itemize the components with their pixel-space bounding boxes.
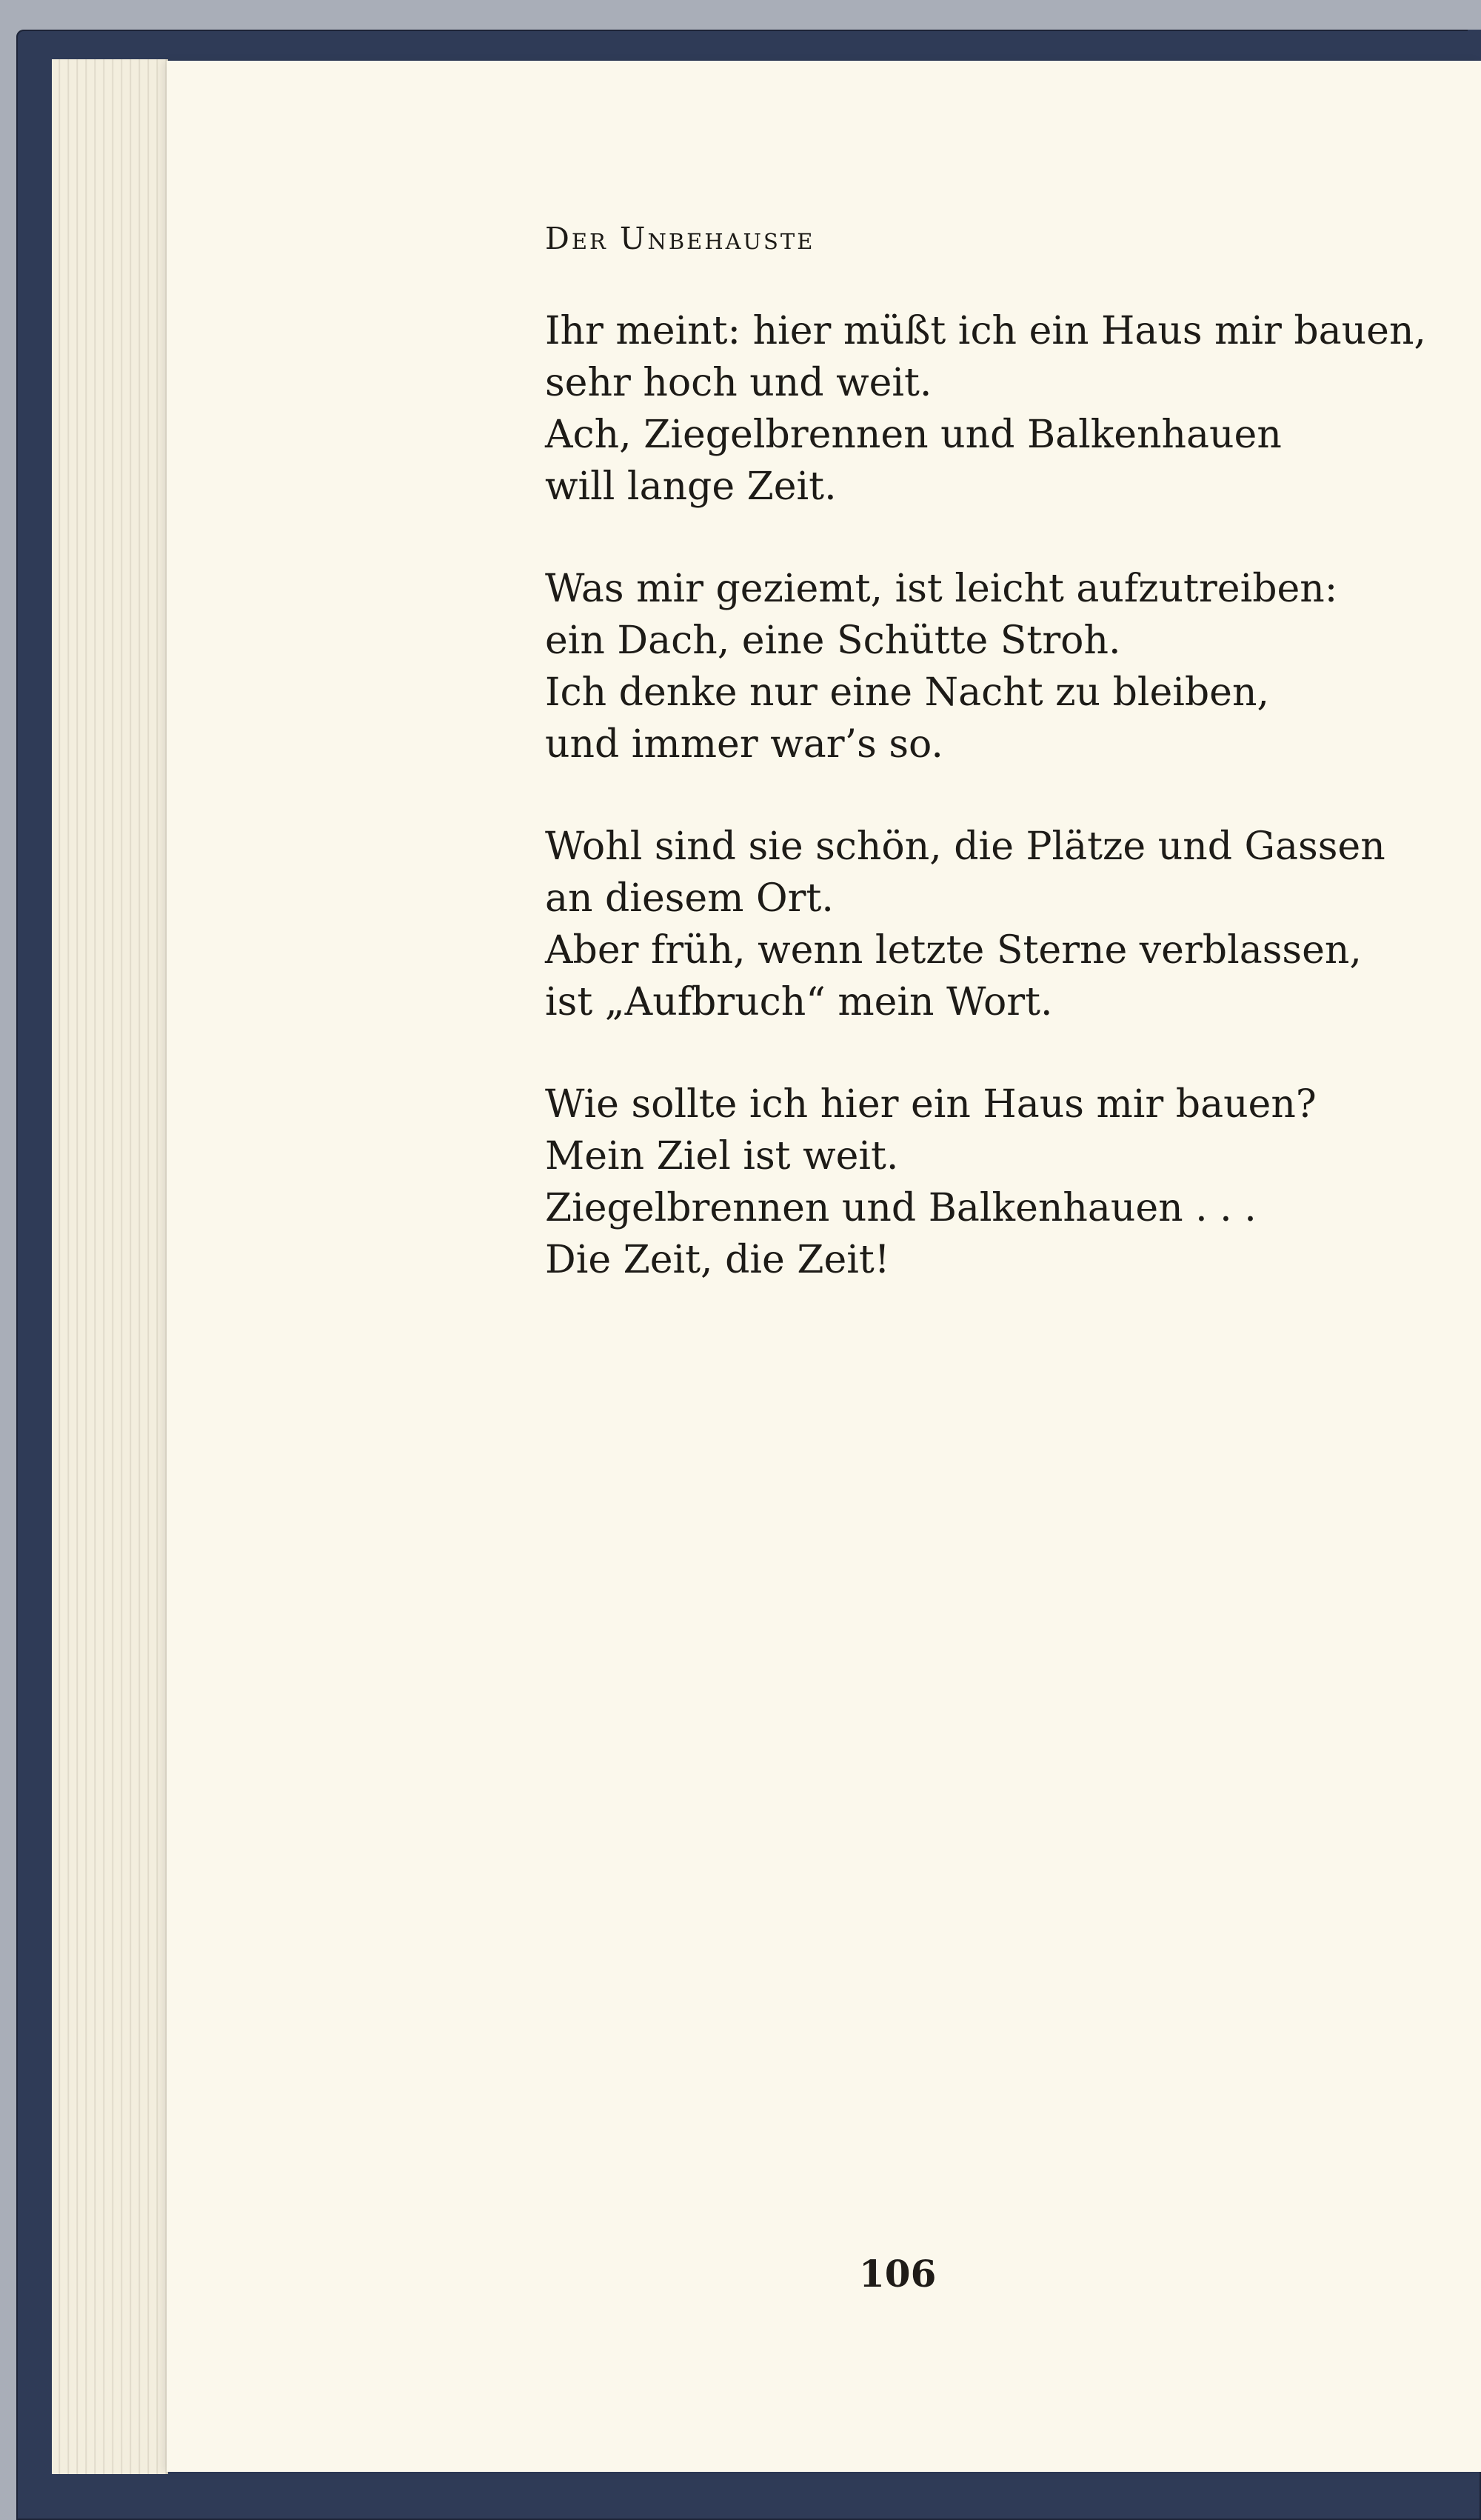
poem-line: Ach, Ziegelbrennen und Balkenhauen: [545, 413, 1282, 457]
stanza-2: [545, 563, 1434, 770]
page-number: 106: [859, 2252, 937, 2296]
stanza-4: [545, 1079, 1434, 1286]
poem-title: Der Unbehauste: [545, 221, 815, 256]
poem-line: Aber früh, wenn letzte Sterne verblassen,: [545, 928, 1362, 973]
poem-line: ist „Aufbruch“ mein Wort.: [545, 980, 1053, 1024]
poem-line: sehr hoch und weit.: [545, 361, 932, 405]
poem-line: und immer war’s so.: [545, 722, 943, 767]
poem-line: Ich denke nur eine Nacht zu bleiben,: [545, 670, 1269, 715]
page-edges: [52, 59, 168, 2474]
stanza-1: [545, 305, 1434, 513]
poem-line: Ihr meint: hier müßt ich ein Haus mir bauen,: [545, 309, 1426, 353]
poem-line: an diesem Ort.: [545, 876, 834, 921]
poem-line: Die Zeit, die Zeit!: [545, 1238, 890, 1282]
poem-line: Wie sollte ich hier ein Haus mir bauen?: [545, 1082, 1317, 1127]
stanza-3: [545, 821, 1434, 1028]
poem-line: Was mir geziemt, ist leicht aufzutreiben:: [545, 567, 1338, 611]
poem-line: ein Dach, eine Schütte Stroh.: [545, 619, 1121, 663]
poem: [545, 221, 1434, 1336]
poem-line: will lange Zeit.: [545, 464, 837, 509]
poem-line: Mein Ziel ist weit.: [545, 1134, 899, 1179]
poem-line: Wohl sind sie schön, die Plätze und Gassen: [545, 824, 1385, 869]
poem-line: Ziegelbrennen und Balkenhauen . . .: [545, 1186, 1257, 1230]
